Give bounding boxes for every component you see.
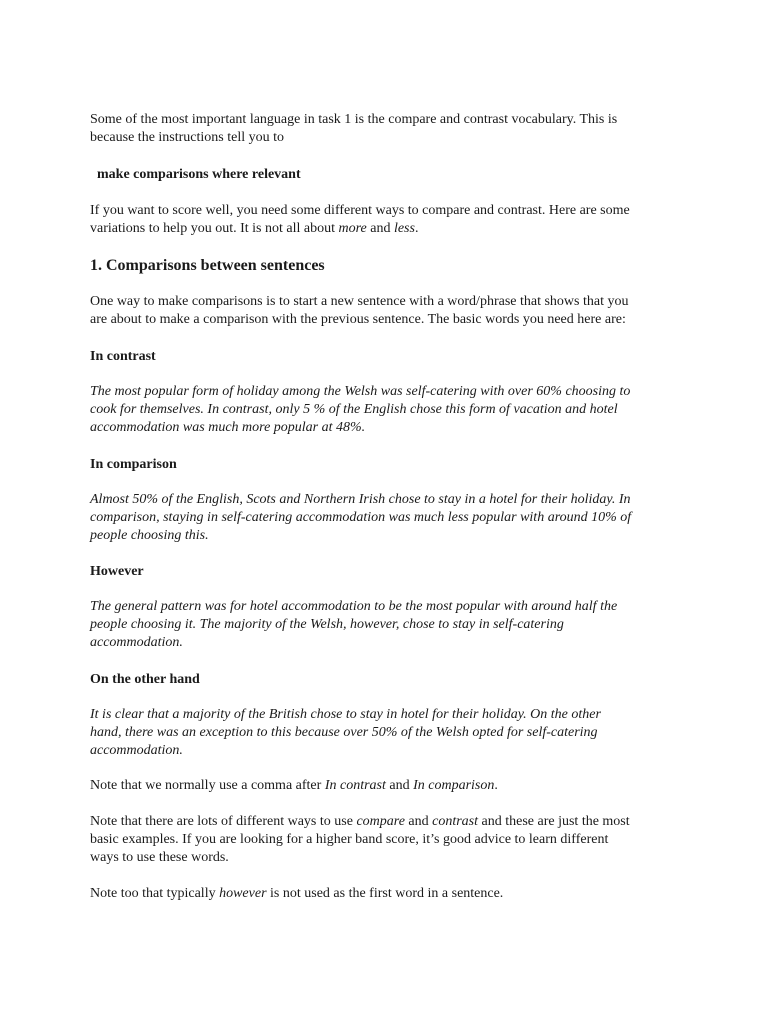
- section-heading: 1. Comparisons between sentences: [90, 257, 325, 274]
- term-in-contrast: In contrast: [90, 349, 156, 364]
- note-text: .: [494, 778, 498, 793]
- example-line: Almost 50% of the English, Scots and Northern Irish chose to stay in a hotel for their holiday. In: [90, 492, 631, 507]
- example-line: people choosing it. The majority of the Welsh, however, chose to stay in self-catering: [90, 617, 564, 632]
- note-term: however: [219, 886, 267, 901]
- variations-and: and: [366, 221, 394, 236]
- example-line: accommodation was much more popular at 48%.: [90, 420, 366, 435]
- example-however: [90, 598, 690, 652]
- note-text: is not used as the first word in a sentence.: [266, 886, 504, 901]
- more-term: more: [338, 221, 367, 236]
- note-term: contrast: [432, 814, 479, 829]
- term-in-comparison: In comparison: [90, 457, 177, 472]
- variations-line: If you want to score well, you need some different ways to compare and contrast. Here are some: [90, 203, 630, 218]
- section-intro-line: are about to make a comparison with the previous sentence. The basic words you need here are:: [90, 312, 626, 327]
- term-however: However: [90, 564, 144, 579]
- example-line: It is clear that a majority of the British chose to stay in hotel for their holiday. On the other: [90, 707, 601, 722]
- example-line: hand, there was an exception to this because over 50% of the Welsh opted for self-catering: [90, 725, 598, 740]
- example-line: cook for themselves. In contrast, only 5 % of the English chose this form of vacation and hotel: [90, 402, 618, 417]
- section-intro-line: One way to make comparisons is to start a new sentence with a word/phrase that shows that you: [90, 294, 629, 309]
- note-text: ways to use these words.: [90, 850, 229, 865]
- variations-paragraph: [90, 202, 690, 238]
- note-text: Note that we normally use a comma after: [90, 778, 325, 793]
- note-text: and: [404, 814, 433, 829]
- intro-paragraph: [90, 111, 690, 147]
- example-line: people choosing this.: [90, 528, 209, 543]
- example-in-contrast: [90, 383, 690, 437]
- note-text: basic examples. If you are looking for a higher band score, it’s good advice to learn different: [90, 832, 609, 847]
- note-term: compare: [356, 814, 405, 829]
- example-line: The most popular form of holiday among the Welsh was self-catering with over 60% choosing to: [90, 384, 631, 399]
- example-in-comparison: [90, 491, 690, 545]
- note-term: In comparison: [413, 778, 495, 793]
- example-line: accommodation.: [90, 743, 183, 758]
- term-on-the-other-hand: On the other hand: [90, 672, 200, 687]
- note-text: and: [385, 778, 414, 793]
- example-line: accommodation.: [90, 635, 183, 650]
- example-line: The general pattern was for hotel accommodation to be the most popular with around half the: [90, 599, 618, 614]
- note-text: Note that there are lots of different ways to use: [90, 814, 357, 829]
- example-line: comparison, staying in self-catering accommodation was much less popular with around 10% of: [90, 510, 632, 525]
- variations-line: variations to help you out. It is not all about: [90, 221, 339, 236]
- intro-line: because the instructions tell you to: [90, 130, 285, 145]
- note-comma: [90, 777, 690, 795]
- example-on-the-other-hand: [90, 706, 690, 760]
- note-text: and these are just the most: [478, 814, 630, 829]
- less-term: less: [393, 221, 415, 236]
- note-text: Note too that typically: [90, 886, 220, 901]
- note-term: In contrast: [324, 778, 386, 793]
- callout-text: make comparisons where relevant: [97, 167, 301, 182]
- note-however: [90, 885, 690, 903]
- variations-period: .: [414, 221, 419, 236]
- section-intro-paragraph: [90, 293, 690, 329]
- note-ways: [90, 813, 690, 867]
- intro-line: Some of the most important language in task 1 is the compare and contrast vocabulary. This is: [90, 112, 618, 127]
